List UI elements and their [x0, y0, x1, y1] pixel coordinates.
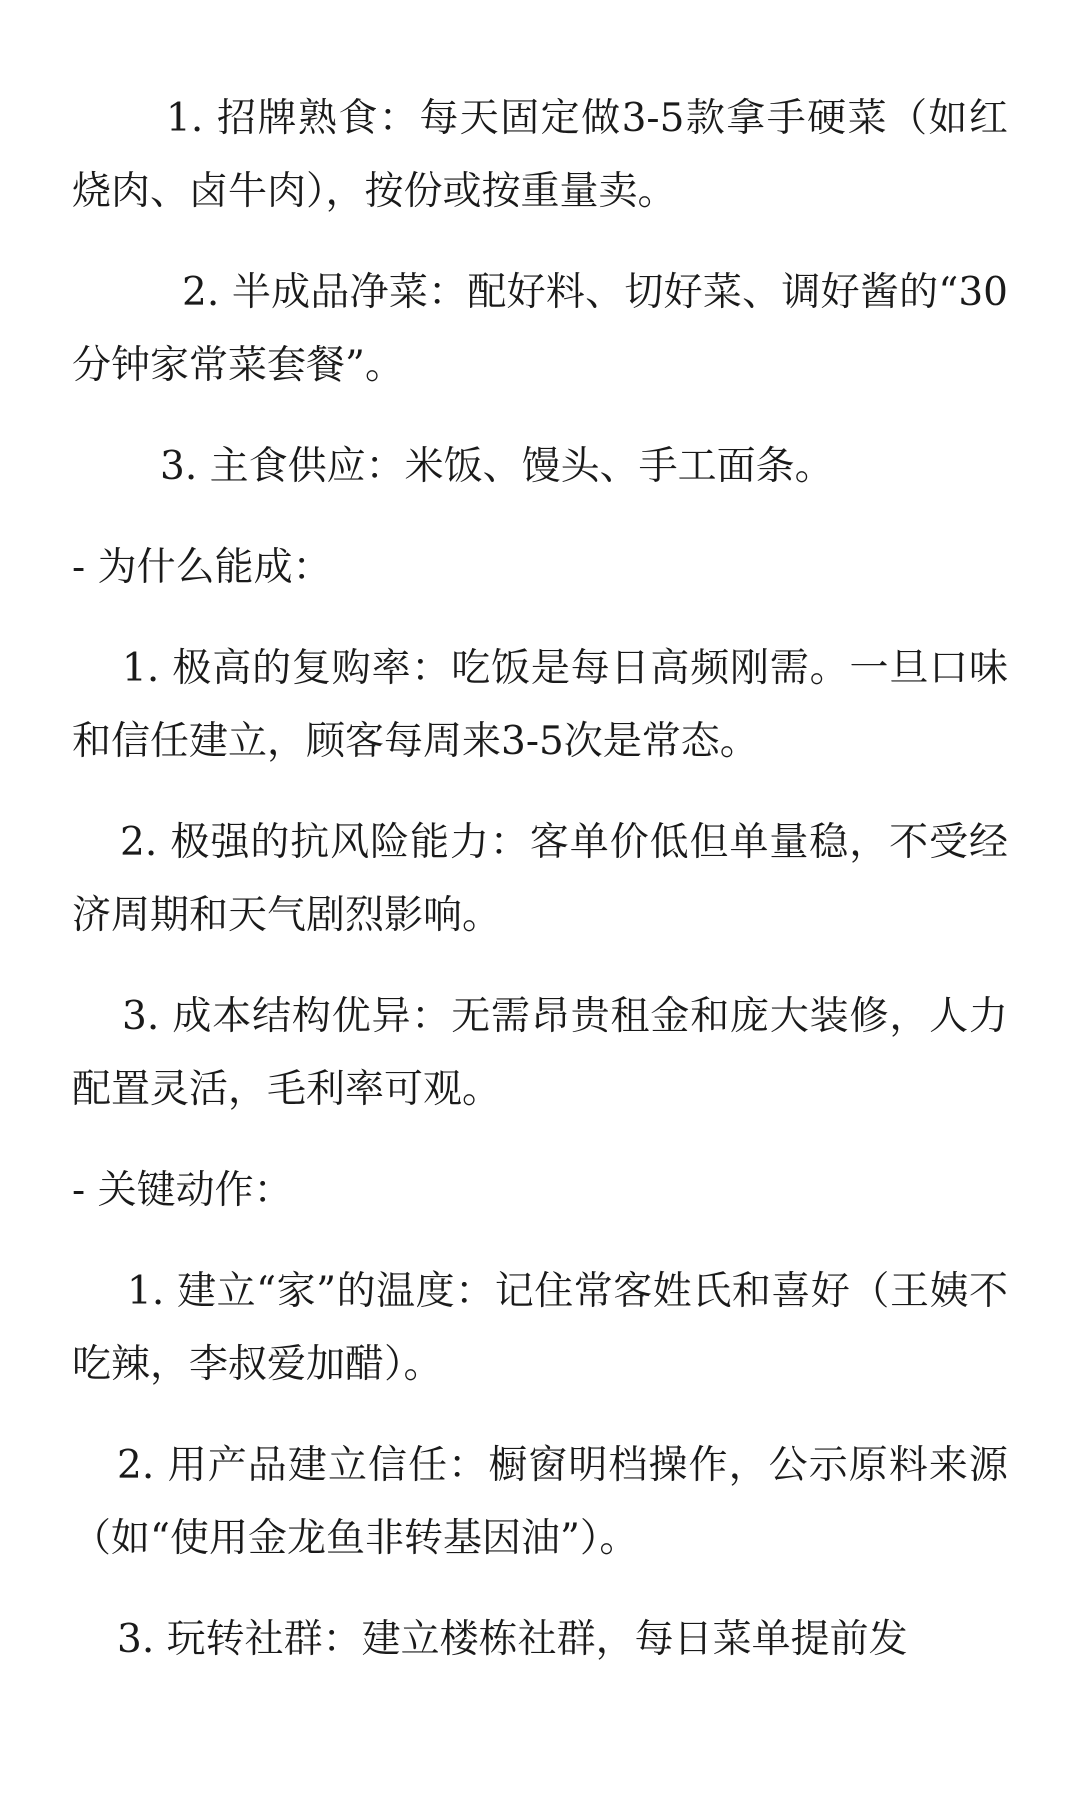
list-item: 3. 成本结构优异：无需昂贵租金和庞大装修，人力配置灵活，毛利率可观。 — [72, 994, 1008, 1112]
section-heading: - 关键动作： — [72, 1168, 293, 1213]
list-item: 2. 极强的抗风险能力：客单价低但单量稳，不受经济周期和天气剧烈影响。 — [72, 820, 1008, 938]
list-item: 1. 建立“家”的温度：记住常客姓氏和喜好（王姨不吃辣，李叔爱加醋）。 — [72, 1269, 1008, 1387]
section-heading: - 为什么能成： — [72, 545, 332, 590]
list-item: 2. 半成品净菜：配好料、切好菜、调好酱的“30分钟家常菜套餐”。 — [72, 270, 1008, 388]
list-item: 3. 玩转社群：建立楼栋社群，每日菜单提前发 — [117, 1617, 908, 1662]
list-item: 1. 招牌熟食：每天固定做3-5款拿手硬菜（如红烧肉、卤牛肉），按份或按重量卖。 — [72, 96, 1008, 214]
list-item: 1. 极高的复购率：吃饭是每日高频刚需。一旦口味和信任建立，顾客每周来3-5次是常态。 — [72, 646, 1008, 764]
list-item: 3. 主食供应：米饭、馒头、手工面条。 — [160, 444, 834, 489]
list-item: 2. 用产品建立信任：橱窗明档操作，公示原料来源（如“使用金龙鱼非转基因油”）。 — [72, 1443, 1008, 1561]
